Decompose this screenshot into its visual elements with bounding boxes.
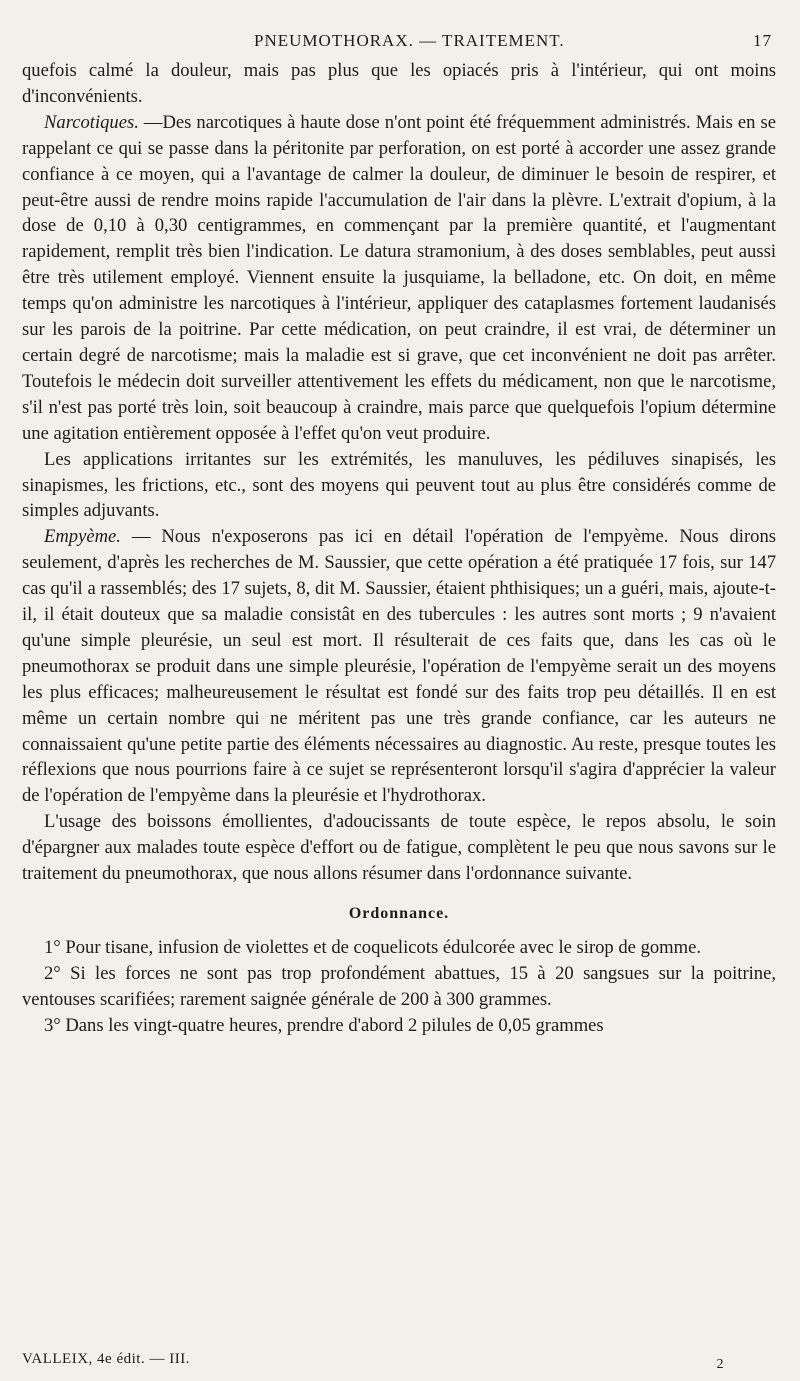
edition-note: VALLEIX, 4e édit. — III. — [22, 1351, 190, 1367]
ordonnance-item: 1° Pour tisane, infusion de violettes et de coquelicots édulcorée avec le sirop de gomme. — [44, 936, 701, 958]
paragraph: L'usage des boissons émollientes, d'adoucissants de toute espèce, le repos absolu, le soin d'épargner aux malades toute espèce d'effort ou de fatigue, complètent le peu que nous savons sur le traitement du pneumothorax, que nous allons résumer dans l'ordonnance suivante. — [22, 811, 776, 885]
paragraph: Narcotiques. —Des narcotiques à haute dose n'ont point été fréquemment administrés. Mais en se rappelant ce qui se passe dans la péritonite par perforation, on est porté à accorder une assez grande confiance à ce moyen, qui a l'avantage de calmer la douleur, de diminuer le besoin de respirer, et peut-être aussi de rendre moins rapide l'accumulation de l'air dans la plèvre. L'extrait d'opium, à la dose de 0,10 à 0,30 centigrammes, en commençant par la première quantité, et l'augmentant rapidement, remplit très bien l'indication. Le datura stramonium, à des doses semblables, peut aussi être très utilement employé. Viennent ensuite la jusquiame, la belladone, etc. On doit, en même temps qu'on administre les narcotiques à l'intérieur, appliquer des cataplasmes fortement laudanisés sur les parois de la poitrine. Par cette médication, on peut craindre, il est vrai, de déterminer un certain degré de narcotisme; mais la maladie est si grave, que cet inconvénient ne doit pas arrêter. Toutefois le médecin doit surveiller attentivement les effets du médicament, non que le narcotisme, s'il n'est pas porté très loin, soit beaucoup à craindre, mais parce que quelquefois l'opium détermine une agitation entièrement opposée à l'effet qu'on veut produire. — [22, 111, 776, 444]
ordonnance-item: 2° Si les forces ne sont pas trop profondément abattues, 15 à 20 sangsues sur la poitrine, ventouses scarifiées; rarement saignée générale de 200 à 300 grammes. — [22, 962, 776, 1010]
paragraph: quefois calmé la douleur, mais pas plus que les opiacés pris à l'intérieur, qui ont moins d'inconvénients. — [22, 60, 776, 107]
signature-mark: 2 — [716, 1357, 724, 1372]
paragraph: Empyème. — Nous n'exposerons pas ici en détail l'opération de l'empyème. Nous dirons seulement, d'après les recherches de M. Saussier, que cette opération a été pratiquée 17 fois, sur 147 cas qu'il a rassemblés; des 17 sujets, 8, dit M. Saussier, étaient phthisiques; un a guéri, mais, ajoute-t-il, il était douteux que sa maladie consistât en des tubercules : les autres sont morts ; 9 n'avaient qu'une simple pleurésie, un seul est mort. Il résulterait de ces faits que, dans les cas où le pneumothorax se produit dans une simple pleurésie, l'opération de l'empyème serait un des moyens les plus efficaces; malheureusement le résultat est fondé sur des faits trop peu détaillés. Il en est même un certain nombre qui ne méritent pas une très grande confiance, car les auteurs ne connaissaient qu'une petite partie des éléments nécessaires au diagnostic. Au reste, presque toutes les réflexions que nous pourrions faire à ce sujet se représenteront lorsqu'il s'agira d'apprécier la valeur de l'opération de l'empyème dans la pleurésie et l'hydrothorax. — [22, 526, 776, 807]
footer — [22, 1351, 764, 1372]
body-text — [22, 58, 776, 1039]
document-page — [22, 0, 788, 1381]
page-number: 17 — [753, 31, 772, 50]
ordonnance-title: Ordonnance. — [348, 905, 450, 922]
header-title: PNEUMOTHORAX. — TRAITEMENT. — [254, 31, 565, 50]
ordonnance-item: 3° Dans les vingt-quatre heures, prendre d'abord 2 pilules de 0,05 grammes — [44, 1014, 604, 1036]
running-header — [22, 31, 772, 55]
paragraph: Les applications irritantes sur les extrémités, les manuluves, les pédiluves sinapisés, les sinapismes, les frictions, etc., sont des moyens qui peuvent tout au plus être considérés comme de simples adjuvants. — [22, 448, 776, 522]
section-heading: Empyème. — [44, 526, 121, 548]
section-heading: Narcotiques. — [44, 111, 139, 133]
